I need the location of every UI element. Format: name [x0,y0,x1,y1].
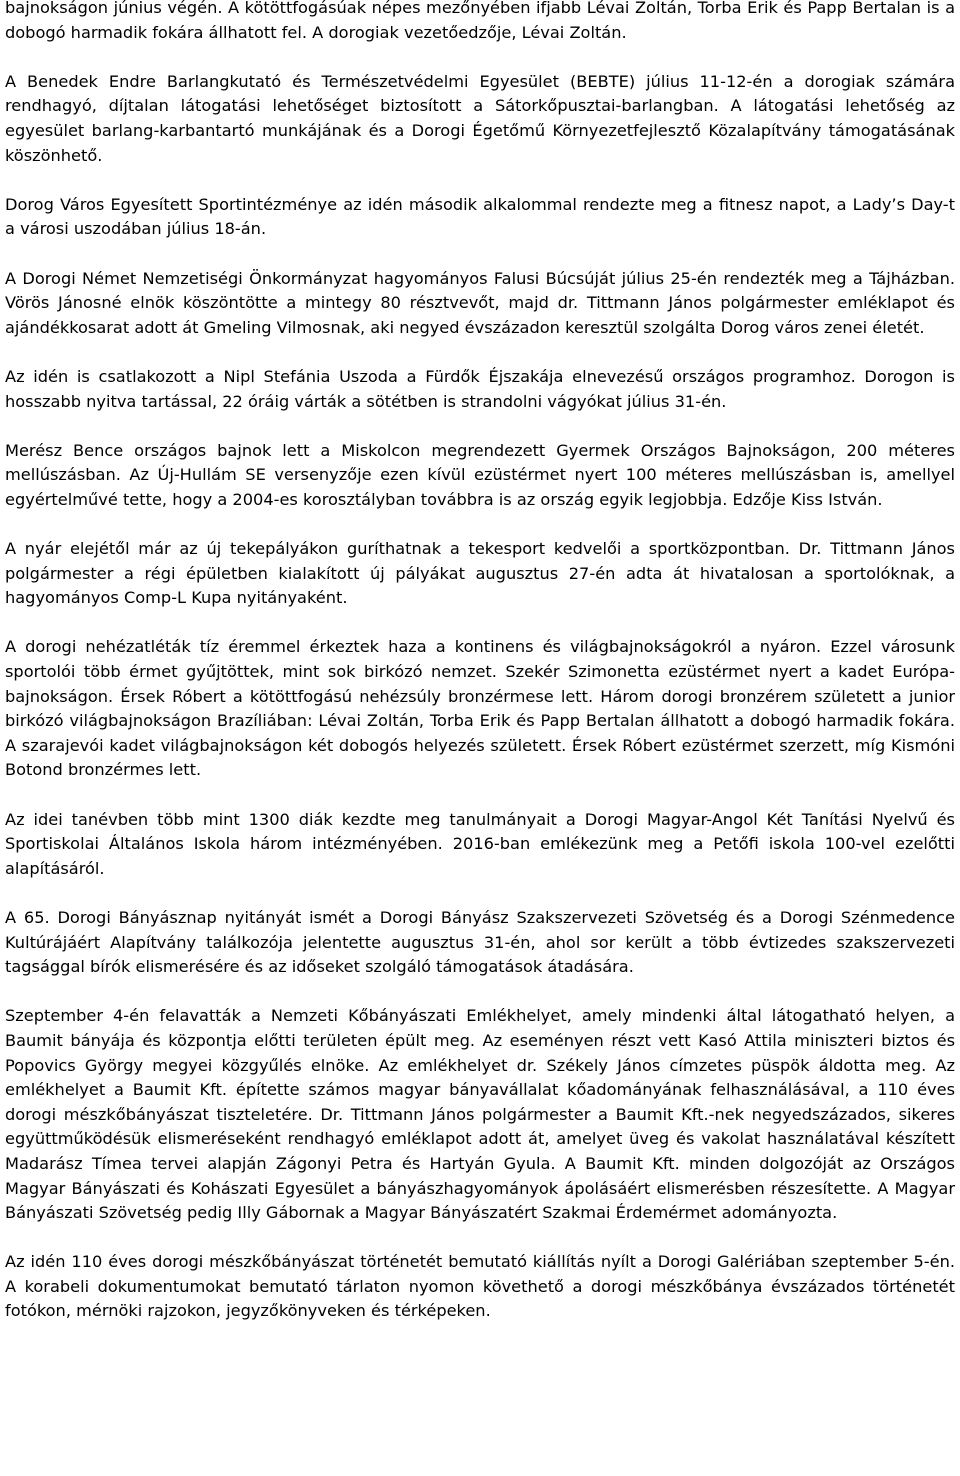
paragraph-fitness-day: Dorog Város Egyesített Sportintézménye az idén második alkalommal rendezte meg a fitnesz napot, a Lady’s Day-t a városi uszodában július 18-án. [5,194,955,239]
document-page [5,0,955,1349]
paragraph-limestone-exhibition: Az idén 110 éves dorogi mészkőbányászat történetét bemutató kiállítás nyílt a Dorogi Galériában szeptember 5-én. A korabeli dokumentumokat bemutató tárlaton nyomon követhető a dorogi mészkőbánya évszázados történetét fotókon, mérnöki rajzokon, jegyzőkönyveken és térképeken. [5,1252,955,1321]
paragraph-athletes-medals: A dorogi nehézatléták tíz éremmel érkeztek haza a kontinens és világbajnokságokról a nyáron. Ezzel városunk sportolói több érmet gyűjtöttek, mint sok birkózó nemzet. Szekér Szimonetta ezüstérmet nyert a kadet Európa-bajnokságon. Érsek Róbert a kötöttfogású nehézsúly bronzérmese lett. Három dorogi bronzérem született a junior birkózó világbajnokságon Brazíliában: Lévai Zoltán, Torba Erik és Papp Bertalan állhatott a dobogó harmadik fokára. A szarajevói kadet világbajnokságon két dobogós helyezés született. Érsek Róbert ezüstérmet szerzett, míg Kismóni Botond bronzérmes lett. [5,637,955,780]
paragraph-stone-mining-memorial: Szeptember 4-én felavatták a Nemzeti Kőbányászati Emlékhelyet, amely mindenki által látogatható helyen, a Baumit bányája és központja előtti területen épült meg. Az eseményen részt vett Kasó Attila miniszteri biztos és Popovics György megyei közgyűlés elnöke. Az emlékhelyet dr. Székely János címzetes püspök áldotta meg. Az emlékhelyet a Baumit Kft. építette számos magyar bányavállalat kőadományának felhasználásával, a 110 éves dorogi mészkőbányászat tiszteletére. Dr. Tittmann János polgármester a Baumit Kft.-nek negyedszázados, sikeres együttműködésük elismeréseként rendhagyó emléklapot adott át, amelyet üveg és vakolat használatával készített Madarász Tímea tervei alapján Zágonyi Petra és Hartyán Gyula. A Baumit Kft. minden dolgozóját az Országos Magyar Bányászati és Kohászati Egyesület a bányászhagyományok ápolásáért elismerésben részesítette. A Magyar Bányászati Szövetség pedig Illy Gábornak a Magyar Bányászatért Szakmai Érdemérmet adományozta. [5,1006,955,1223]
paragraph-spa-night: Az idén is csatlakozott a Nipl Stefánia Uszoda a Fürdők Éjszakája elnevezésű országos programhoz. Dorogon is hosszabb nyitva tartással, 22 óráig várták a sötétben is strandolni vágyókat július 31-én. [5,366,955,411]
paragraph-sports-championship-continued: bajnokságon június végén. A kötöttfogásúak népes mezőnyében ifjabb Lévai Zoltán, Torba Erik és Papp Bertalan is a dobogó harmadik fokára állhatott fel. A dorogiak vezetőedzője, Lévai Zoltán. [5,0,955,42]
paragraph-miners-day: A 65. Dorogi Bányásznap nyitányát ismét a Dorogi Bányász Szakszervezeti Szövetség és a Dorogi Szénmedence Kultúrájáért Alapítvány találkozója jelentette augusztus 31-én, ahol sor került a több évtizedes szakszervezeti tagsággal bírók elismerésére és az időseket szolgáló támogatások átadására. [5,907,955,977]
paragraph-swimming-champion: Merész Bence országos bajnok lett a Miskolcon megrendezett Gyermek Országos Bajnokságon, 200 méteres mellúszásban. Az Új-Hullám SE versenyzője ezen kívül ezüstérmet nyert 100 méteres mellúszásban is, amellyel egyértelművé tette, hogy a 2004-es korosztályban továbbra is az ország egyik legjobbja. Edzője Kiss István. [5,440,955,509]
paragraph-village-feast: A Dorogi Német Nemzetiségi Önkormányzat hagyományos Falusi Búcsúját július 25-én rendezték meg a Tájházban. Vörös Jánosné elnök köszöntötte a mintegy 80 résztvevőt, majd dr. Tittmann János polgármester emléklapot és ajándékkosarat adott át Gmeling Vilmosnak, aki negyed évszázadon keresztül szolgálta Dorog város zenei életét. [5,268,955,337]
paragraph-cave-visit: A Benedek Endre Barlangkutató és Természetvédelmi Egyesület (BEBTE) július 11-12-én a dorogiak számára rendhagyó, díjtalan látogatási lehetőséget biztosított a Sátorkőpusztai-barlangban. A látogatási lehetőség az egyesület barlang-karbantartó munkájának és a Dorogi Égetőmű Környezetfejlesztő Közalapítvány támogatásának köszönhető. [5,71,955,165]
paragraph-bowling-lanes: A nyár elejétől már az új tekepályákon guríthatnak a tekesport kedvelői a sportközpontban. Dr. Tittmann János polgármester a régi épületben kialakított új pályákat augusztus 27-én adta át hivatalosan a sportolóknak, a hagyományos Comp-L Kupa nyitányaként. [5,539,955,608]
paragraph-school-year: Az idei tanévben több mint 1300 diák kezdte meg tanulmányait a Dorogi Magyar-Angol Két Tanítási Nyelvű és Sportiskolai Általános Iskola három intézményében. 2016-ban emlékezünk meg a Petőfi iskola 100-vel ezelőtti alapításáról. [5,809,955,878]
